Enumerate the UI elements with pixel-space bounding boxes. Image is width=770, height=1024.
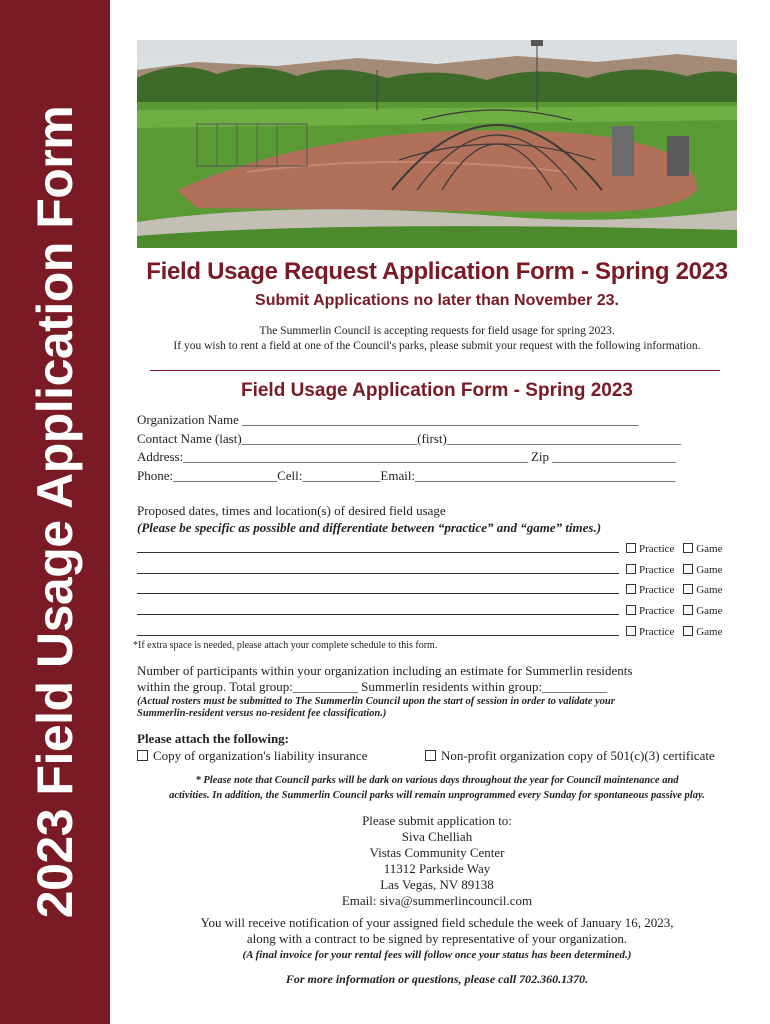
game-label: Game <box>696 563 723 576</box>
notify-line: along with a contract to be signed by representative of your organization. <box>246 931 628 946</box>
submit-heading: Please submit application to: <box>362 813 512 828</box>
participants-section <box>137 663 632 695</box>
usage-type-options <box>626 626 722 638</box>
usage-type-options <box>626 564 722 576</box>
submit-street: 11312 Parkside Way <box>383 861 491 876</box>
section-title: Field Usage Application Form - Spring 2023 <box>240 380 634 401</box>
proposed-label: Proposed dates, times and location(s) of desired field usage <box>137 503 446 518</box>
usage-type-options <box>626 605 722 617</box>
sidebar-title: 2023 Field Usage Application Form <box>27 105 83 919</box>
divider <box>150 370 720 371</box>
practice-label: Practice <box>639 543 675 555</box>
nonprofit-checkbox[interactable] <box>425 750 436 761</box>
schedule-row <box>137 581 737 602</box>
schedule-row <box>137 602 737 623</box>
game-checkbox[interactable] <box>683 543 693 553</box>
game-checkbox[interactable] <box>683 564 693 574</box>
practice-label: Practice <box>639 563 675 576</box>
deadline-subtitle: Submit Applications no later than November 23. <box>255 292 619 309</box>
attach-title: Please attach the following: <box>137 731 290 746</box>
notify-line: You will receive notification of your assigned field schedule the week of January 16, 2023, <box>200 915 674 930</box>
address-field[interactable]: Address:_____________________________________________________ Zip ___________________ <box>137 449 676 464</box>
nonprofit-label: Non-profit organization copy of 501(c)(3) certificate <box>441 748 715 763</box>
submit-city: Las Vegas, NV 89138 <box>380 877 494 892</box>
submit-name: Siva Chelliah <box>401 829 473 844</box>
notification-info <box>137 915 737 963</box>
schedule-input[interactable] <box>137 573 619 574</box>
intro-line: The Summerlin Council is accepting requests for field usage for spring 2023. <box>259 325 615 337</box>
game-label: Game <box>696 605 723 618</box>
practice-checkbox[interactable] <box>626 605 636 615</box>
insurance-checkbox[interactable] <box>137 750 148 761</box>
intro-text <box>137 324 737 354</box>
schedule-input[interactable] <box>137 614 619 615</box>
phone-field[interactable]: Phone:________________Cell:____________Email:________________________________________ <box>137 467 676 483</box>
practice-label: Practice <box>639 584 675 597</box>
insurance-attachment <box>137 748 367 764</box>
game-label: Game <box>696 625 723 638</box>
contact-phone: For more information or questions, please call 702.360.1370. <box>285 972 589 986</box>
sidebar-banner <box>0 0 110 1024</box>
practice-checkbox[interactable] <box>626 564 636 574</box>
schedule-input[interactable] <box>137 593 619 594</box>
contact-fields <box>137 411 722 485</box>
rosters-line: Summerlin-resident versus no-resident fee classification.) <box>137 708 387 719</box>
submit-email[interactable]: Email: siva@summerlincouncil.com <box>341 893 533 908</box>
page-title: Field Usage Request Application Form - Spring 2023 <box>146 258 728 285</box>
rosters-line: (Actual rosters must be submitted to The Summerlin Council upon the start of session in order to validate your <box>137 696 615 707</box>
invoice-note: (A final invoice for your rental fees will follow once your status has been determined.) <box>242 949 632 961</box>
practice-checkbox[interactable] <box>626 584 636 594</box>
insurance-label: Copy of organization's liability insurance <box>153 748 368 763</box>
field-illustration <box>137 40 737 248</box>
intro-line: If you wish to rent a field at one of the Council's parks, please submit your request with the following information. <box>173 340 701 352</box>
practice-label: Practice <box>639 605 675 618</box>
extra-space-note: *If extra space is needed, please attach your complete schedule to this form. <box>133 640 438 651</box>
organization-name-field[interactable]: Organization Name _____________________________________________________________ <box>137 412 639 427</box>
baseball-field-photo <box>137 40 737 248</box>
participants-input-line[interactable]: within the group. Total group:__________ Summerlin residents within group:__________ <box>137 679 608 694</box>
game-label: Game <box>696 543 723 555</box>
submit-center: Vistas Community Center <box>369 845 505 860</box>
participants-line: Number of participants within your organization including an estimate for Summerlin residents <box>137 663 633 678</box>
proposed-usage <box>137 502 601 536</box>
schedule-input[interactable] <box>137 635 619 636</box>
submit-address <box>137 813 737 909</box>
rosters-note <box>137 696 615 720</box>
park-dark-note <box>137 773 737 803</box>
contact-name-field[interactable]: Contact Name (last)___________________________(first)____________________________________ <box>137 430 681 446</box>
dark-note-line: * Please note that Council parks will be dark on various days throughout the year for Council maintenance and <box>195 775 679 786</box>
nonprofit-attachment <box>425 748 715 764</box>
schedule-lines <box>137 540 737 643</box>
dark-note-line: activities. In addition, the Summerlin Council parks will remain unprogrammed every Sunday for spontaneous passive play. <box>169 790 705 801</box>
schedule-row <box>137 561 737 582</box>
game-checkbox[interactable] <box>683 605 693 615</box>
schedule-input[interactable] <box>137 552 619 553</box>
game-checkbox[interactable] <box>683 626 693 636</box>
proposed-hint: (Please be specific as possible and differentiate between “practice” and “game” times.) <box>137 520 602 535</box>
practice-label: Practice <box>639 625 675 638</box>
schedule-row <box>137 540 737 561</box>
usage-type-options <box>626 584 722 596</box>
game-checkbox[interactable] <box>683 584 693 594</box>
practice-checkbox[interactable] <box>626 626 636 636</box>
usage-type-options <box>626 543 722 555</box>
practice-checkbox[interactable] <box>626 543 636 553</box>
game-label: Game <box>696 584 723 597</box>
